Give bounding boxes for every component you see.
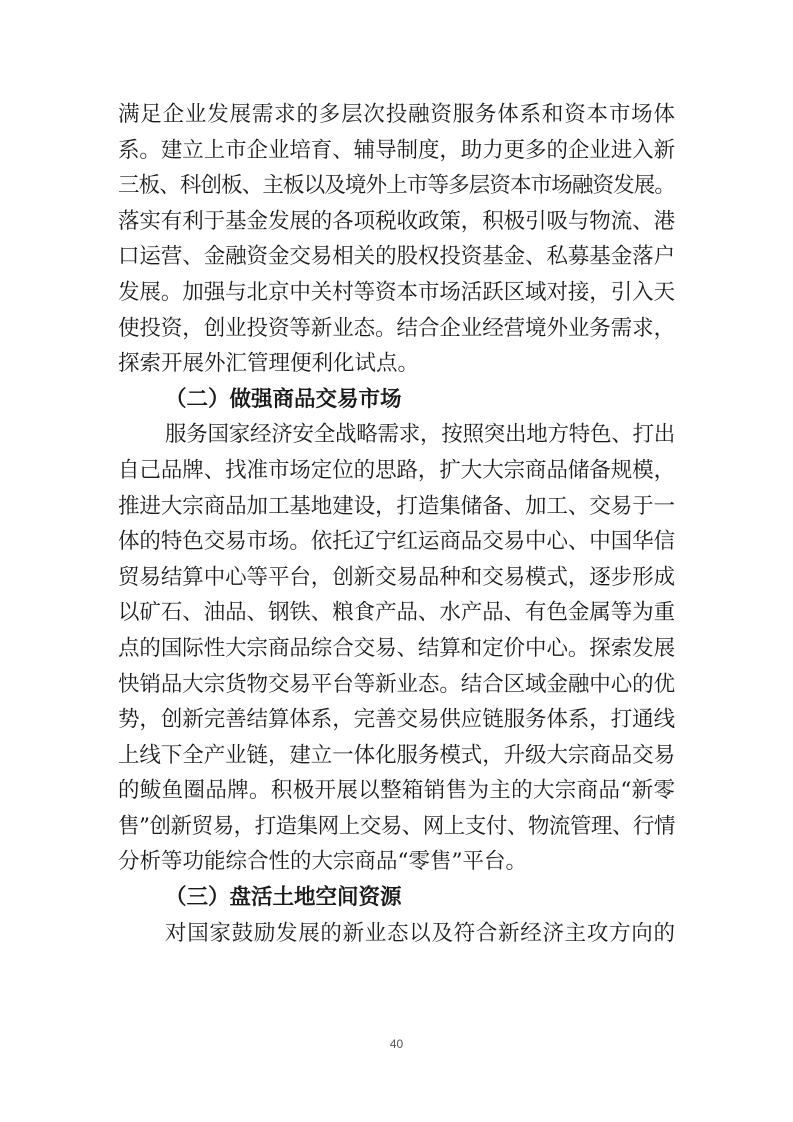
text-line: 自己品牌、找准市场定位的思路，扩大大宗商品储备规模，: [118, 457, 676, 483]
text-line: 对国家鼓励发展的新业态以及符合新经济主攻方向的: [165, 920, 675, 946]
text-line: 售”创新贸易，打造集网上交易、网上支付、物流管理、行情: [118, 813, 675, 839]
text-line: 落实有利于基金发展的各项税收政策，积极引吸与物流、港: [118, 208, 676, 234]
section-heading: （三）盘活土地空间资源: [165, 885, 402, 911]
body-text: [118, 97, 675, 951]
text-line: 系。建立上市企业培育、辅导制度，助力更多的企业进入新: [118, 137, 676, 163]
text-line: 发展。加强与北京中关村等资本市场活跃区域对接，引入天: [118, 279, 676, 305]
text-line: 体的特色交易市场。依托辽宁红运商品交易中心、中国华信: [118, 529, 676, 555]
text-line: 以矿石、油品、钢铁、粮食产品、水产品、有色金属等为重: [118, 600, 676, 626]
page-number: 40: [389, 1037, 404, 1051]
text-line: 探索开展外汇管理便利化试点。: [118, 351, 420, 377]
text-line: 三板、科创板、主板以及境外上市等多层资本市场融资发展。: [118, 173, 675, 199]
text-line: 使投资，创业投资等新业态。结合企业经营境外业务需求，: [118, 315, 676, 341]
text-line: 势，创新完善结算体系，完善交易供应链服务体系，打通线: [118, 707, 676, 733]
text-line: 满足企业发展需求的多层次投融资服务体系和资本市场体: [118, 102, 675, 127]
text-line: 上线下全产业链，建立一体化服务模式，升级大宗商品交易: [118, 742, 676, 768]
section-heading: （二）做强商品交易市场: [165, 386, 402, 412]
text-line: 快销品大宗货物交易平台等新业态。结合区域金融中心的优: [118, 671, 676, 697]
text-line: 点的国际性大宗商品综合交易、结算和定价中心。探索发展: [118, 635, 676, 661]
text-line: 口运营、金融资金交易相关的股权投资基金、私募基金落户: [118, 244, 676, 270]
text-line: 分析等功能综合性的大宗商品“零售”平台。: [118, 849, 527, 875]
text-line: 的鲅鱼圈品牌。积极开展以整箱销售为主的大宗商品“新零: [118, 778, 675, 804]
text-line: 贸易结算中心等平台，创新交易品种和交易模式，逐步形成: [118, 564, 676, 590]
text-line: 服务国家经济安全战略需求，按照突出地方特色、打出: [165, 422, 676, 448]
text-line: 推进大宗商品加工基地建设，打造集储备、加工、交易于一: [118, 493, 676, 519]
